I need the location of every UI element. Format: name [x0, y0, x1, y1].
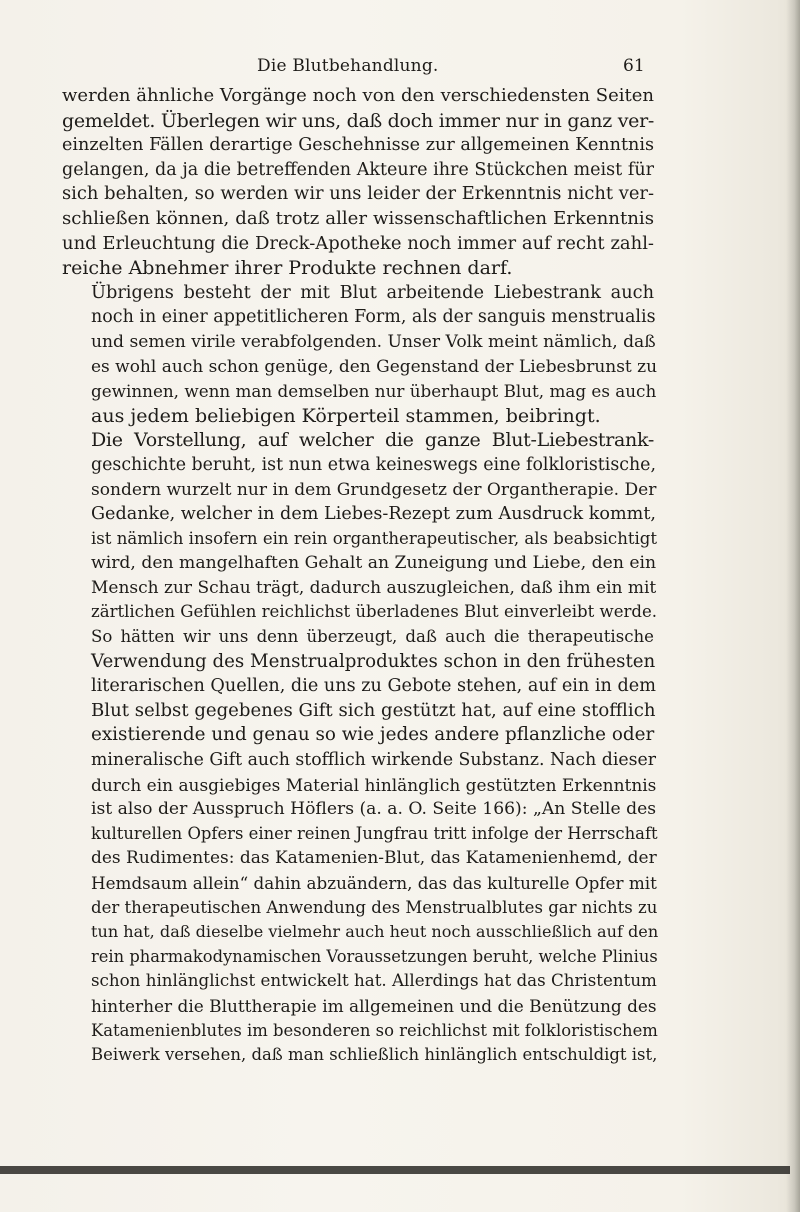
- text-line: mineralische Gift auch stofflich wirkende Substanz. Nach dieser: [91, 750, 657, 771]
- text-line: einzelten Fällen derartige Geschehnisse zur allgemeinen Kenntnis: [62, 135, 654, 156]
- text-line: ist nämlich insofern ein rein organtherapeutischer, als beabsichtigt: [91, 528, 658, 548]
- text-line: So hätten wir uns denn überzeugt, daß auch die therapeutische: [91, 627, 654, 647]
- text-line: noch in einer appetitlicheren Form, als der sanguis menstrualis: [91, 307, 656, 328]
- page-number: 61: [623, 56, 645, 76]
- chapter-title: Die Blutbehandlung.: [257, 56, 439, 76]
- text-line: wird, den mangelhaften Gehalt an Zuneigung und Liebe, den ein: [91, 553, 657, 574]
- text-line: es wohl auch schon genüge, den Gegenstand der Liebesbrunst zu: [91, 356, 658, 377]
- body-text: [62, 84, 659, 1068]
- text-line: schließen können, daß trotz aller wissenschaftlichen Erkenntnis: [62, 207, 654, 229]
- text-line: zärtlichen Gefühlen reichlichst überladenes Blut einverleibt werde.: [91, 602, 657, 622]
- text-line: gelangen, da ja die betreffenden Akteure ihre Stückchen meist für: [62, 159, 654, 180]
- text-line: Gedanke, welcher in dem Liebes-Rezept zum Ausdruck kommt,: [91, 504, 656, 525]
- text-line: Übrigens besteht der mit Blut arbeitende Liebestrank auch: [91, 282, 654, 303]
- paragraph: [62, 625, 659, 1068]
- text-line: geschichte beruht, ist nun etwa keineswegs eine folkloristische,: [91, 454, 656, 475]
- scan-bottom-bar: [0, 1166, 790, 1174]
- text-line: existierende und genau so wie jedes andere pflanzliche oder: [91, 724, 655, 746]
- text-line: des Rudimentes: das Katamenien-Blut, das Katamenienhemd, der: [91, 848, 657, 869]
- text-line: rein pharmakodynamischen Voraussetzungen beruht, welche Plinius: [91, 946, 658, 966]
- text-line: schon hinlänglichst entwickelt hat. Allerdings hat das Christentum: [91, 971, 657, 991]
- page-edge-shadow: [786, 0, 800, 1212]
- text-line: werden ähnliche Vorgänge noch von den verschiedensten Seiten: [62, 85, 654, 106]
- text-line: Mensch zur Schau trägt, dadurch auszugleichen, daß ihm ein mit: [91, 577, 657, 598]
- text-line: und semen virile verabfolgenden. Unser Volk meint nämlich, daß: [91, 331, 656, 352]
- text-line: reiche Abnehmer ihrer Produkte rechnen darf.: [62, 257, 513, 280]
- text-line: aus jedem beliebigen Körperteil stammen, beibringt.: [91, 404, 601, 427]
- text-line: tun hat, daß dieselbe vielmehr auch heut noch ausschließlich auf den: [91, 922, 659, 942]
- text-line: literarischen Quellen, die uns zu Gebote stehen, auf ein in dem: [91, 676, 656, 697]
- paragraph: [62, 84, 654, 281]
- running-head: [257, 56, 657, 86]
- text-line: sich behalten, so werden wir uns leider der Erkenntnis nicht ver-: [62, 183, 654, 205]
- text-line: Die Vorstellung, auf welcher die ganze Blut-Liebestrank-: [91, 429, 654, 452]
- text-line: hinterher die Bluttherapie im allgemeinen und die Benützung des: [91, 995, 657, 1016]
- text-line: Beiwerk versehen, daß man schließlich hinlänglich entschuldigt ist,: [91, 1045, 658, 1065]
- text-line: durch ein ausgiebiges Material hinlänglich gestützten Erkenntnis: [91, 774, 657, 795]
- text-line: gemeldet. Überlegen wir uns, daß doch immer nur in ganz ver-: [62, 109, 654, 132]
- paragraph: [62, 281, 658, 429]
- paragraph: [62, 428, 658, 625]
- text-line: der therapeutischen Anwendung des Menstrualblutes gar nichts zu: [91, 897, 658, 917]
- text-line: Katamenienblutes im besonderen so reichlichst mit folkloristischem: [91, 1020, 658, 1040]
- text-line: ist also der Ausspruch Höflers (a. a. O. Seite 166): „An Stelle des: [91, 799, 657, 820]
- text-line: Hemdsaum allein“ dahin abzuändern, das das kulturelle Opfer mit: [91, 873, 657, 893]
- text-line: Blut selbst gegebenes Gift sich gestützt hat, auf eine stofflich: [91, 699, 656, 721]
- text-line: und Erleuchtung die Dreck-Apotheke noch immer auf recht zahl-: [62, 232, 654, 254]
- text-line: Verwendung des Menstrualproduktes schon in den frühesten: [91, 650, 656, 672]
- text-line: sondern wurzelt nur in dem Grundgesetz der Organtherapie. Der: [91, 479, 657, 500]
- text-line: gewinnen, wenn man demselben nur überhaupt Blut, mag es auch: [91, 381, 657, 402]
- text-line: kulturellen Opfers einer reinen Jungfrau tritt infolge der Herrschaft: [91, 823, 658, 843]
